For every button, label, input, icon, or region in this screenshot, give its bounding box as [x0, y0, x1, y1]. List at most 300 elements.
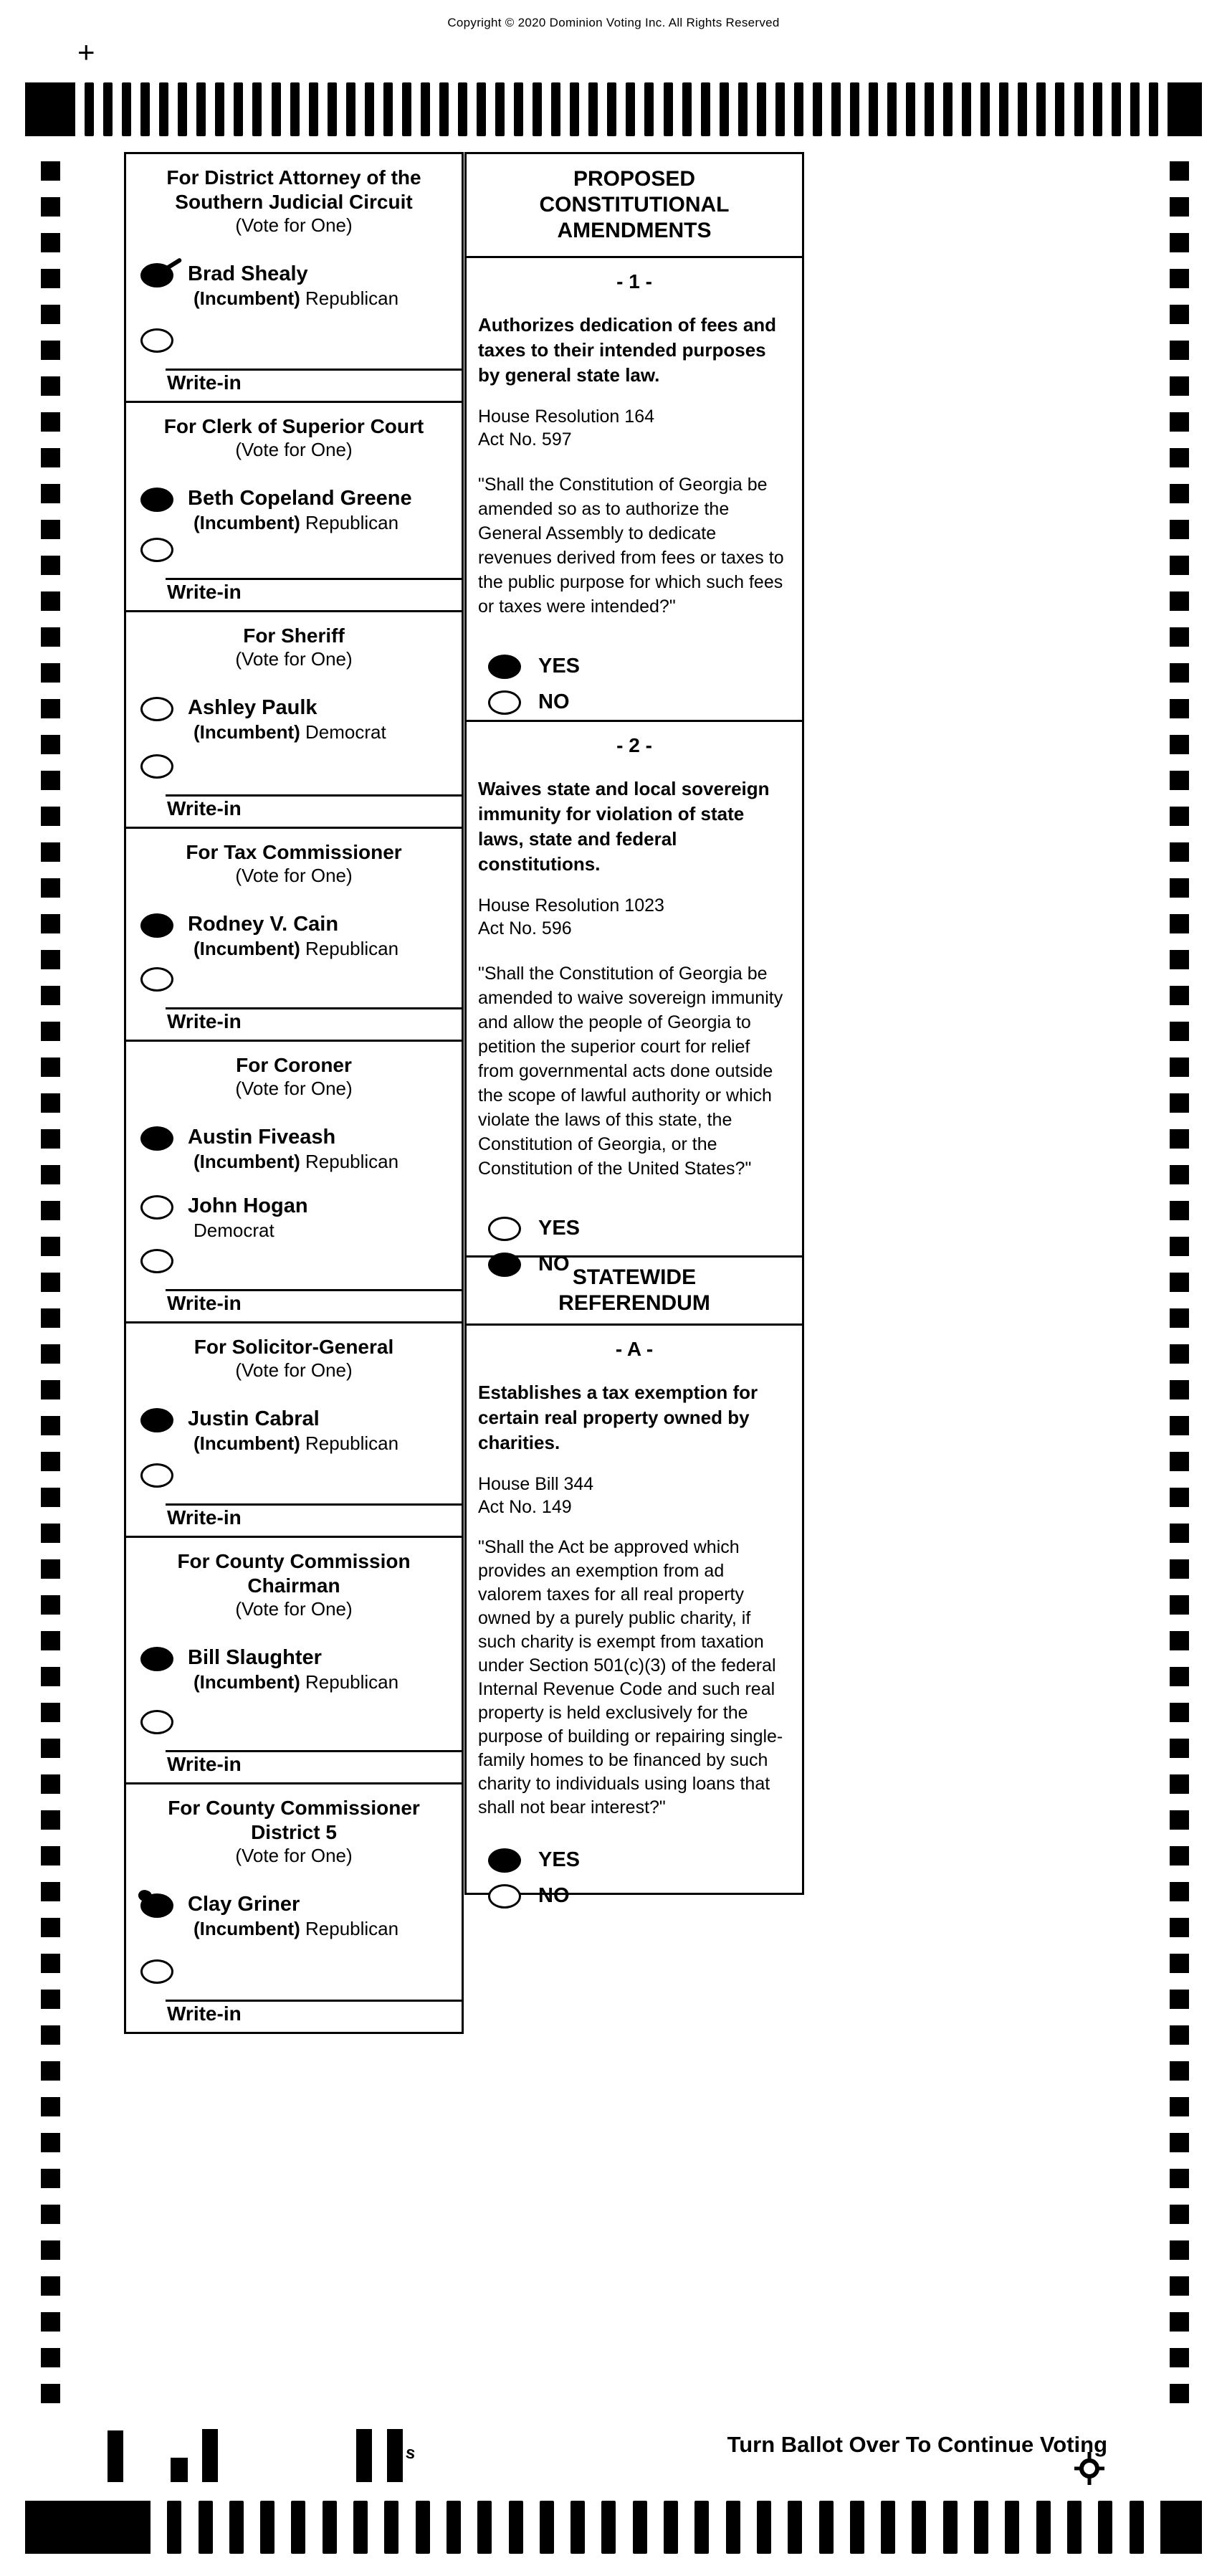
party-label: Republican — [305, 512, 399, 533]
timing-mark — [41, 986, 60, 1005]
timing-marks-left — [41, 161, 60, 2403]
timing-mark — [850, 2501, 864, 2554]
contest-title: For Tax Commissioner — [186, 841, 402, 863]
measure-references — [478, 894, 791, 940]
timing-mark — [41, 735, 60, 754]
candidate-name: Brad Shealy — [188, 262, 308, 285]
contest-title: For County Commissioner District 5 — [168, 1797, 420, 1843]
timing-mark — [41, 1380, 60, 1399]
timing-mark — [925, 82, 934, 136]
timing-mark — [41, 1846, 60, 1866]
choice-no-row — [488, 689, 791, 715]
timing-mark — [140, 82, 150, 136]
timing-mark — [1170, 1488, 1189, 1507]
timing-mark — [1170, 591, 1189, 611]
timing-mark — [1170, 1380, 1189, 1399]
timing-mark — [178, 82, 187, 136]
oval-amendment1-yes[interactable] — [488, 655, 521, 679]
no-label: NO — [538, 1252, 570, 1275]
vote-for-instruction: (Vote for One) — [235, 865, 353, 886]
timing-mark — [999, 82, 1008, 136]
candidate-text — [188, 1194, 308, 1241]
candidate-text — [188, 1407, 398, 1454]
timing-mark — [570, 2501, 585, 2554]
timing-mark — [1170, 842, 1189, 862]
candidate-row — [126, 1194, 462, 1241]
barcode-bar — [387, 2429, 403, 2482]
vote-for-instruction: (Vote for One) — [235, 1598, 353, 1620]
candidate-name: Beth Copeland Greene — [188, 487, 412, 510]
timing-mark — [1170, 1882, 1189, 1901]
timing-mark — [1170, 269, 1189, 288]
vote-for-instruction: (Vote for One) — [235, 439, 353, 460]
act-number: Act No. 149 — [478, 1497, 572, 1517]
choice-yes-row — [488, 653, 791, 679]
candidate-party — [188, 287, 398, 309]
timing-mark — [41, 305, 60, 324]
timing-mark — [41, 2025, 60, 2045]
timing-mark — [159, 82, 168, 136]
timing-mark — [1170, 1990, 1189, 2009]
timing-mark — [1170, 376, 1189, 396]
timing-mark — [1170, 1703, 1189, 1722]
oval-write-in[interactable] — [140, 967, 173, 992]
timing-mark — [1170, 1524, 1189, 1543]
candidate-name: Rodney V. Cain — [188, 913, 339, 936]
timing-mark — [1170, 1918, 1189, 1937]
no-label: NO — [538, 1883, 570, 1907]
timing-mark — [1170, 520, 1189, 539]
timing-mark — [41, 1524, 60, 1543]
timing-mark — [887, 82, 897, 136]
timing-mark — [41, 1918, 60, 1937]
candidate-party — [188, 512, 412, 533]
measure-references — [478, 405, 791, 451]
yes-label: YES — [538, 1848, 581, 1871]
timing-mark — [1170, 1416, 1189, 1435]
incumbent-label: (Incumbent) — [194, 721, 300, 743]
party-label: Republican — [305, 1432, 399, 1454]
timing-mark — [41, 1201, 60, 1220]
timing-mark — [1170, 2312, 1189, 2332]
referendum-header-text: STATEWIDE REFERENDUM — [558, 1265, 710, 1315]
write-in-block — [126, 1958, 462, 2026]
timing-mark — [41, 878, 60, 898]
candidate-text — [188, 695, 386, 743]
incumbent-label: (Incumbent) — [194, 1671, 300, 1693]
oval-rodney-cain[interactable] — [140, 913, 173, 938]
timing-mark — [1170, 1774, 1189, 1794]
timing-block-right — [1168, 82, 1202, 136]
timing-mark — [943, 2501, 958, 2554]
candidate-text — [188, 262, 398, 309]
timing-mark — [1005, 2501, 1019, 2554]
measure-referendum-a — [464, 1323, 804, 1907]
oval-write-in[interactable] — [140, 538, 173, 562]
timing-mark — [41, 520, 60, 539]
timing-mark — [1170, 1810, 1189, 1830]
timing-mark — [41, 1990, 60, 2009]
timing-mark — [1170, 197, 1189, 217]
copyright-line: Copyright © 2020 Dominion Voting Inc. All Rights Reserved — [447, 16, 780, 29]
measure-number: - A - — [615, 1338, 654, 1360]
candidate-name: Bill Slaughter — [188, 1646, 322, 1669]
timing-mark — [41, 1703, 60, 1722]
timing-mark — [1170, 2348, 1189, 2367]
timing-mark — [41, 2240, 60, 2260]
contest-tax-commissioner — [124, 827, 464, 1042]
yes-label: YES — [538, 1216, 581, 1240]
timing-mark — [477, 2501, 492, 2554]
timing-mark — [383, 82, 393, 136]
timing-mark — [41, 1022, 60, 1041]
candidate-party — [188, 1918, 398, 1939]
candidate-text — [188, 486, 412, 533]
timing-mark — [41, 197, 60, 217]
timing-mark — [1074, 82, 1084, 136]
timing-mark — [41, 950, 60, 969]
oval-john-hogan[interactable] — [140, 1195, 173, 1220]
timing-mark — [570, 82, 579, 136]
oval-referendum-yes[interactable] — [488, 1848, 521, 1873]
candidate-text — [188, 1892, 398, 1939]
timing-mark — [626, 82, 635, 136]
oval-write-in[interactable] — [140, 1249, 173, 1273]
timing-mark — [1170, 1129, 1189, 1149]
write-in-block — [126, 536, 462, 604]
amendments-header-text: PROPOSED CONSTITUTIONAL AMENDMENTS — [539, 167, 730, 242]
measure-question: "Shall the Act be approved which provides an exemption from ad valorem taxes for all real property owned by a purely public charity, if such charity is exempt from taxation under Section 501(c)(3) of the federal Internal Revenue Code and such real property is held exclusively for the purpose of building or repairing single-family homes to be financed by such charity to individuals using loans that shall not bear interest?" — [478, 1537, 783, 1817]
timing-mark — [439, 82, 449, 136]
timing-mark — [41, 1273, 60, 1292]
timing-mark — [41, 807, 60, 826]
timing-mark — [813, 82, 822, 136]
timing-mark — [41, 2169, 60, 2188]
timing-mark — [41, 2384, 60, 2403]
timing-mark — [41, 591, 60, 611]
timing-mark — [881, 2501, 895, 2554]
barcode-bar — [108, 2430, 123, 2482]
timing-mark — [1149, 82, 1158, 136]
timing-mark — [41, 2205, 60, 2224]
timing-mark — [1170, 1559, 1189, 1579]
party-label: Republican — [305, 1151, 399, 1172]
timing-mark — [694, 2501, 709, 2554]
oval-justin-cabral[interactable] — [140, 1408, 173, 1432]
choice-yes-row — [488, 1215, 791, 1241]
oval-amendment1-no[interactable] — [488, 690, 521, 715]
timing-mark — [1170, 448, 1189, 467]
oval-ashley-paulk[interactable] — [140, 697, 173, 721]
timing-block-right — [1160, 2501, 1202, 2554]
timing-mark — [980, 82, 990, 136]
candidate-text — [188, 912, 398, 959]
choice-no-row — [488, 1883, 791, 1909]
timing-mark — [601, 2501, 616, 2554]
candidate-name: Austin Fiveash — [188, 1126, 336, 1149]
timing-mark — [196, 82, 206, 136]
party-label: Democrat — [305, 721, 386, 743]
timing-mark — [1170, 2205, 1189, 2224]
timing-mark — [447, 2501, 461, 2554]
oval-write-in[interactable] — [140, 1710, 173, 1734]
candidate-row — [126, 262, 462, 309]
write-in-block — [126, 1462, 462, 1530]
timing-mark — [41, 1774, 60, 1794]
vote-for-instruction: (Vote for One) — [235, 214, 353, 236]
crosshair-registration-icon — [1073, 2451, 1106, 2490]
timing-mark — [328, 82, 337, 136]
timing-mark — [540, 2501, 554, 2554]
measure-references — [478, 1473, 791, 1518]
timing-mark — [912, 2501, 926, 2554]
measure-question: "Shall the Constitution of Georgia be amended to waive sovereign immunity and allow the people of Georgia to petition the superior court for relief from governmental acts done outside the scope of lawful authority or which violate the laws of this state, the Constitution of Georgia, or the Constitution of the United States?" — [478, 964, 783, 1179]
timing-mark — [41, 341, 60, 360]
write-in-label: Write-in — [167, 1010, 242, 1032]
timing-mark — [1170, 1165, 1189, 1184]
candidate-text — [188, 1645, 398, 1693]
timing-mark — [1170, 771, 1189, 790]
timing-mark — [757, 82, 766, 136]
candidate-name: Clay Griner — [188, 1893, 300, 1916]
candidate-row — [126, 486, 462, 533]
timing-mark — [1170, 1093, 1189, 1113]
timing-mark — [252, 82, 262, 136]
oval-brad-shealy[interactable] — [140, 263, 173, 287]
party-label: Republican — [305, 938, 399, 959]
timing-mark — [41, 914, 60, 933]
timing-mark — [290, 82, 300, 136]
candidate-row — [126, 1892, 462, 1939]
timing-mark — [41, 1058, 60, 1077]
timing-mark — [1170, 1022, 1189, 1041]
timing-mark — [869, 82, 878, 136]
timing-mark — [1170, 2025, 1189, 2045]
measure-number: - 2 - — [616, 734, 652, 756]
timing-mark — [41, 1739, 60, 1758]
timing-mark — [353, 2501, 368, 2554]
timing-mark — [1170, 1201, 1189, 1220]
timing-mark — [41, 448, 60, 467]
timing-mark — [291, 2501, 305, 2554]
timing-mark — [1098, 2501, 1112, 2554]
timing-mark — [1036, 82, 1046, 136]
incumbent-label: (Incumbent) — [194, 287, 300, 309]
timing-mark — [1170, 1308, 1189, 1328]
timing-mark — [701, 82, 710, 136]
timing-mark — [41, 1129, 60, 1149]
timing-mark — [664, 2501, 678, 2554]
timing-mark — [41, 1237, 60, 1256]
timing-mark — [41, 556, 60, 575]
timing-mark — [41, 1810, 60, 1830]
timing-mark — [1093, 82, 1102, 136]
candidate-name: John Hogan — [188, 1194, 308, 1217]
turn-ballot-instruction: Turn Ballot Over To Continue Voting — [727, 2432, 1107, 2457]
candidate-name: Ashley Paulk — [188, 696, 318, 719]
timing-mark — [682, 82, 692, 136]
measure-summary: Authorizes dedication of fees and taxes to their intended purposes by general state law. — [478, 314, 777, 386]
timing-mark — [41, 842, 60, 862]
candidate-name: Justin Cabral — [188, 1407, 320, 1430]
measure-choices — [478, 1837, 791, 1909]
act-number: Act No. 597 — [478, 429, 572, 450]
oval-write-in[interactable] — [140, 1463, 173, 1488]
write-in-block — [126, 1708, 462, 1777]
timing-mark — [1170, 878, 1189, 898]
timing-mark — [272, 82, 281, 136]
timing-mark — [41, 2312, 60, 2332]
timing-mark — [477, 82, 486, 136]
timing-mark — [41, 1559, 60, 1579]
timing-mark — [1170, 807, 1189, 826]
timing-mark — [1170, 1667, 1189, 1686]
timing-mark — [323, 2501, 337, 2554]
timing-mark — [41, 1344, 60, 1364]
candidate-party — [188, 1151, 398, 1172]
timing-marks-bottom — [25, 2501, 1202, 2554]
timing-mark — [1170, 663, 1189, 683]
oval-write-in[interactable] — [140, 754, 173, 779]
candidate-text — [188, 1125, 398, 1172]
timing-mark — [41, 2276, 60, 2296]
timing-mark — [41, 376, 60, 396]
contest-district-attorney — [124, 152, 464, 403]
timing-mark — [1170, 1595, 1189, 1615]
house-bill: House Bill 344 — [478, 1474, 594, 1494]
timing-mark — [41, 1308, 60, 1328]
timing-mark — [41, 2348, 60, 2367]
candidate-row — [126, 912, 462, 959]
contest-commission-chairman — [124, 1536, 464, 1784]
timing-mark — [41, 771, 60, 790]
act-number: Act No. 596 — [478, 918, 572, 938]
timing-mark — [1170, 341, 1189, 360]
measure-summary: Waives state and local sovereign immunity for violation of state laws, state and federal constitutions. — [478, 778, 770, 875]
oval-beth-copeland-greene[interactable] — [140, 488, 173, 512]
timing-mark — [1170, 233, 1189, 252]
vote-for-instruction: (Vote for One) — [235, 1359, 353, 1381]
timing-mark — [757, 2501, 771, 2554]
timing-mark — [1170, 2133, 1189, 2152]
timing-mark — [41, 161, 60, 181]
timing-mark — [1170, 2169, 1189, 2188]
timing-mark — [199, 2501, 213, 2554]
oval-amendment2-yes[interactable] — [488, 1217, 521, 1241]
timing-mark — [41, 269, 60, 288]
timing-mark — [1170, 2240, 1189, 2260]
timing-mark — [41, 1488, 60, 1507]
oval-amendment2-no[interactable] — [488, 1253, 521, 1277]
timing-mark — [41, 1882, 60, 1901]
timing-mark — [1170, 1739, 1189, 1758]
timing-mark — [458, 82, 467, 136]
oval-clay-griner[interactable] — [140, 1893, 173, 1918]
timing-mark — [1170, 1058, 1189, 1077]
timing-mark — [103, 82, 113, 136]
timing-mark — [1018, 82, 1027, 136]
timing-mark — [41, 1165, 60, 1184]
measure-choices — [478, 643, 791, 715]
print-artifact: s — [404, 2443, 417, 2463]
oval-referendum-no[interactable] — [488, 1884, 521, 1909]
candidate-party — [188, 938, 398, 959]
timing-mark — [229, 2501, 244, 2554]
barcode-bar — [202, 2429, 218, 2482]
races-column — [124, 152, 464, 2034]
timing-mark — [533, 82, 542, 136]
timing-mark — [906, 82, 915, 136]
timing-mark — [1112, 82, 1121, 136]
incumbent-label: (Incumbent) — [194, 1432, 300, 1454]
timing-mark — [738, 82, 748, 136]
write-in-label: Write-in — [167, 581, 242, 603]
oval-austin-fiveash[interactable] — [140, 1126, 173, 1151]
timing-mark — [726, 2501, 740, 2554]
timing-mark — [1170, 484, 1189, 503]
measure-amendment-2 — [464, 720, 804, 1275]
timing-mark — [365, 82, 374, 136]
oval-bill-slaughter[interactable] — [140, 1647, 173, 1671]
party-label: Republican — [305, 1671, 399, 1693]
timing-mark — [551, 82, 560, 136]
timing-mark — [41, 412, 60, 432]
timing-mark — [41, 2133, 60, 2152]
measure-question: "Shall the Constitution of Georgia be amended so as to authorize the General Assembly to dedicate revenues derived from fees or taxes to the public purpose for which such fees or taxes were intended?" — [478, 475, 784, 617]
timing-mark — [1170, 1631, 1189, 1650]
choice-yes-row — [488, 1847, 791, 1873]
timing-mark — [1170, 1237, 1189, 1256]
timing-mark — [1170, 2061, 1189, 2081]
timing-mark — [644, 82, 654, 136]
contest-clerk-superior-court — [124, 401, 464, 612]
timing-mark — [41, 1093, 60, 1113]
timing-mark — [509, 2501, 523, 2554]
vote-for-instruction: (Vote for One) — [235, 1078, 353, 1099]
candidate-party — [188, 1432, 398, 1454]
oval-write-in[interactable] — [140, 328, 173, 353]
timing-mark — [41, 1416, 60, 1435]
timing-mark — [1170, 2384, 1189, 2403]
timing-mark — [1036, 2501, 1051, 2554]
oval-write-in[interactable] — [140, 1959, 173, 1984]
timing-mark — [1170, 2276, 1189, 2296]
incumbent-label: (Incumbent) — [194, 938, 300, 959]
timing-mark — [850, 82, 859, 136]
incumbent-label: (Incumbent) — [194, 512, 300, 533]
contest-coroner — [124, 1040, 464, 1323]
timing-mark — [633, 2501, 647, 2554]
timing-mark — [664, 82, 673, 136]
timing-mark — [309, 82, 318, 136]
timing-mark — [384, 2501, 398, 2554]
timing-mark — [1170, 1954, 1189, 1973]
timing-mark — [1170, 2097, 1189, 2116]
amendments-header — [464, 152, 804, 258]
party-label: Republican — [305, 287, 399, 309]
house-resolution: House Resolution 164 — [478, 407, 654, 427]
timing-mark — [215, 82, 224, 136]
timing-mark — [819, 2501, 834, 2554]
timing-mark — [41, 699, 60, 718]
timing-mark — [122, 82, 131, 136]
contest-title: For County Commission Chairman — [177, 1550, 411, 1597]
incumbent-label: (Incumbent) — [194, 1918, 300, 1939]
timing-mark — [41, 484, 60, 503]
timing-mark — [788, 2501, 802, 2554]
timing-mark — [260, 2501, 274, 2554]
timing-mark — [41, 2097, 60, 2116]
